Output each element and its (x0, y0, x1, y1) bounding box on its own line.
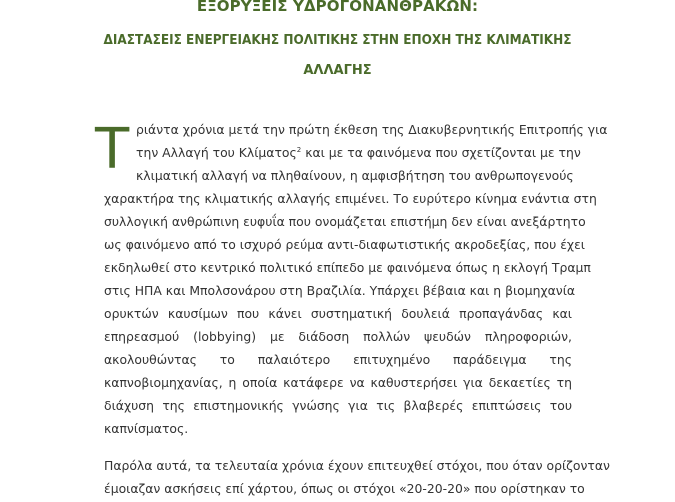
title-line-2: ΔΙΑΣΤΑΣΕΙΣ ΕΝΕΡΓΕΙΑΚΗΣ ΠΟΛΙΤΙΚΗΣ ΣΤΗΝ ΕΠΟΧΗ ΤΗΣ ΚΛΙΜΑΤΙΚΗΣ (103, 33, 572, 48)
body-paragraph-1 (104, 118, 608, 440)
paragraph-1-line-11: ακολουθώντας το παλαιότερο επιτυχημένο παράδειγμα της (104, 352, 572, 367)
title-line-1: ΕΞΟΡΥΞΕΙΣ ΥΔΡΟΓΟΝΑΝΘΡΑΚΩΝ: (196, 0, 479, 15)
paragraph-1-line-14: καπνίσματος. (104, 421, 189, 436)
paragraph-1-line-8: στις ΗΠΑ και Μπολσονάρου στη Βραζιλία. Υπάρχει βέβαια και η βιομηχανία (104, 283, 576, 298)
paragraph-2-line-2: έμοιαζαν ασκήσεις επί χάρτου, όπως οι στόχοι «20-20-20» που ορίστηκαν το (104, 481, 585, 496)
paragraph-1-line-12: καπνοβιομηχανίας, η οποία κατάφερε να καθυστερήσει για δεκαετίες τη (104, 375, 572, 390)
paragraph-1-line-2-text: την Αλλαγή του Κλίματος (136, 145, 297, 160)
paragraph-1-line-2-rest: και με τα φαινόμενα που σχετίζονται με την (301, 145, 581, 160)
title-line-3: ΑΛΛΑΓΗΣ (303, 63, 372, 78)
paragraph-1-line-1: ριάντα χρόνια μετά την πρώτη έκθεση της Διακυβερνητικής Επιτροπής για (136, 122, 608, 137)
paragraph-1-line-6: ως φαινόμενο από το ισχυρό ρεύμα αντι-διαφωτιστικής ακροδεξίας, που έχει (104, 237, 585, 252)
paragraph-1-line-7: εκδηλωθεί στο κεντρικό πολιτικό επίπεδο με φαινόμενα όπως η εκλογή Τραμπ (104, 260, 591, 275)
paragraph-1-line-10: επηρεασμού (lobbying) με διάδοση πολλών ψευδών πληροφοριών, (104, 329, 572, 344)
paragraph-1-line-5: συλλογική ανθρώπινη ευφυΐα που ονομάζεται επιστήμη δεν είναι ανεξάρτητο (104, 214, 586, 229)
paragraph-1-line-13: διάχυση της επιστημονικής γνώσης για τις βλαβερές επιπτώσεις του (104, 398, 572, 413)
paragraph-1-line-4: χαρακτήρα της κλιματικής αλλαγής επιμένει. Το ευρύτερο κίνημα ενάντια στη (104, 191, 597, 206)
paragraph-1-line-3: κλιματική αλλαγή να πληθαίνουν, η αμφισβήτηση του ανθρωπογενούς (136, 168, 574, 183)
body-paragraph-2 (104, 454, 610, 500)
paragraph-1-line-9: ορυκτών καυσίμων που κάνει συστηματική δουλειά προπαγάνδας και (104, 306, 572, 321)
paragraph-2-line-1: Παρόλα αυτά, τα τελευταία χρόνια έχουν επιτευχθεί στόχοι, που όταν ορίζονταν (104, 458, 610, 473)
footnote-reference: 2 (296, 145, 302, 154)
drop-cap-letter: Τ (95, 117, 130, 182)
paragraph-1-line-2 (104, 141, 581, 164)
